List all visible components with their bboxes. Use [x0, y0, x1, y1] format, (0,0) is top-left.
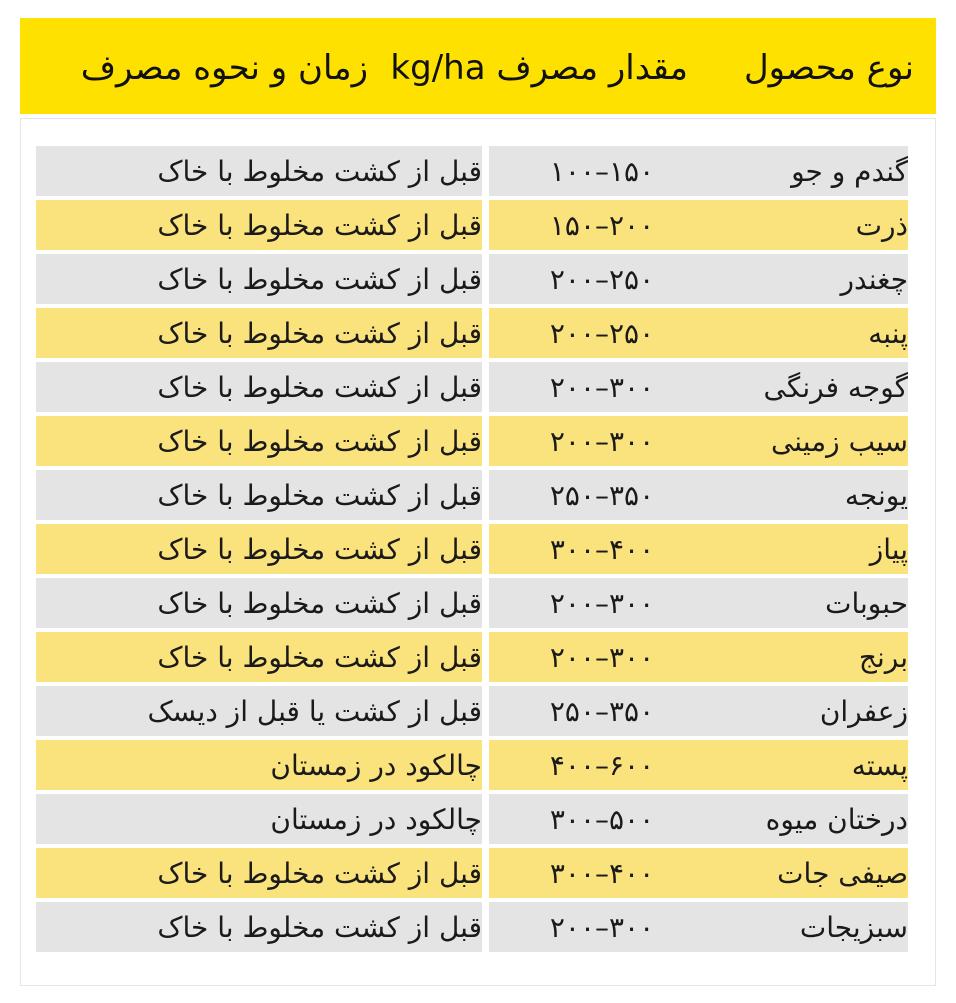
- crop-cell: پنبه: [684, 308, 908, 358]
- time-cell: قبل از کشت مخلوط با خاک: [36, 902, 482, 952]
- table-row: [36, 578, 908, 628]
- amount-cell: ۲۵۰–۳۵۰: [489, 470, 715, 520]
- amount-cell: ۳۰۰–۴۰۰: [489, 524, 715, 574]
- table-row: [36, 902, 908, 952]
- time-cell: قبل از کشت مخلوط با خاک: [36, 362, 482, 412]
- crop-cell: سبزیجات: [684, 902, 908, 952]
- table-row: [36, 740, 908, 790]
- amount-column-header: مقدار مصرف kg/ha: [390, 48, 688, 88]
- table-row: [36, 146, 908, 196]
- time-cell: قبل از کشت مخلوط با خاک: [36, 632, 482, 682]
- crop-cell: ذرت: [684, 200, 908, 250]
- table-row: [36, 794, 908, 844]
- crop-cell: برنج: [684, 632, 908, 682]
- crop-cell: حبوبات: [684, 578, 908, 628]
- crop-cell: گندم و جو: [684, 146, 908, 196]
- crop-column-header: نوع محصول: [743, 48, 914, 88]
- time-cell: قبل از کشت مخلوط با خاک: [36, 416, 482, 466]
- crop-cell: یونجه: [684, 470, 908, 520]
- table-row: [36, 362, 908, 412]
- table-row: [36, 686, 908, 736]
- time-cell: قبل از کشت یا قبل از دیسک: [36, 686, 482, 736]
- crop-cell: سیب زمینی: [684, 416, 908, 466]
- amount-cell: ۲۰۰–۳۰۰: [489, 416, 715, 466]
- amount-cell: ۱۰۰–۱۵۰: [489, 146, 715, 196]
- amount-cell: ۲۰۰–۳۰۰: [489, 578, 715, 628]
- table-row: [36, 470, 908, 520]
- crop-cell: صیفی جات: [684, 848, 908, 898]
- time-cell: قبل از کشت مخلوط با خاک: [36, 146, 482, 196]
- time-cell: چالکود در زمستان: [36, 740, 482, 790]
- crop-cell: پیاز: [684, 524, 908, 574]
- time-cell: قبل از کشت مخلوط با خاک: [36, 200, 482, 250]
- amount-cell: ۲۰۰–۲۵۰: [489, 254, 715, 304]
- table-row: [36, 254, 908, 304]
- time-cell: قبل از کشت مخلوط با خاک: [36, 578, 482, 628]
- time-cell: قبل از کشت مخلوط با خاک: [36, 254, 482, 304]
- crop-cell: چغندر: [684, 254, 908, 304]
- crop-cell: گوجه فرنگی: [684, 362, 908, 412]
- table-row: [36, 848, 908, 898]
- crop-cell: زعفران: [684, 686, 908, 736]
- crop-cell: درختان میوه: [684, 794, 908, 844]
- time-cell: چالکود در زمستان: [36, 794, 482, 844]
- amount-cell: ۲۰۰–۲۵۰: [489, 308, 715, 358]
- amount-cell: ۳۰۰–۵۰۰: [489, 794, 715, 844]
- table-row: [36, 200, 908, 250]
- time-column-header: زمان و نحوه مصرف: [80, 48, 368, 88]
- amount-cell: ۲۰۰–۳۰۰: [489, 632, 715, 682]
- amount-cell: ۲۵۰–۳۵۰: [489, 686, 715, 736]
- crop-cell: پسته: [684, 740, 908, 790]
- time-cell: قبل از کشت مخلوط با خاک: [36, 848, 482, 898]
- table-header: [20, 18, 936, 114]
- table-row: [36, 524, 908, 574]
- amount-cell: ۳۰۰–۴۰۰: [489, 848, 715, 898]
- amount-cell: ۱۵۰–۲۰۰: [489, 200, 715, 250]
- amount-cell: ۴۰۰–۶۰۰: [489, 740, 715, 790]
- table-row: [36, 416, 908, 466]
- amount-cell: ۲۰۰–۳۰۰: [489, 362, 715, 412]
- amount-cell: ۲۰۰–۳۰۰: [489, 902, 715, 952]
- time-cell: قبل از کشت مخلوط با خاک: [36, 470, 482, 520]
- table-row: [36, 308, 908, 358]
- table-row: [36, 632, 908, 682]
- time-cell: قبل از کشت مخلوط با خاک: [36, 524, 482, 574]
- time-cell: قبل از کشت مخلوط با خاک: [36, 308, 482, 358]
